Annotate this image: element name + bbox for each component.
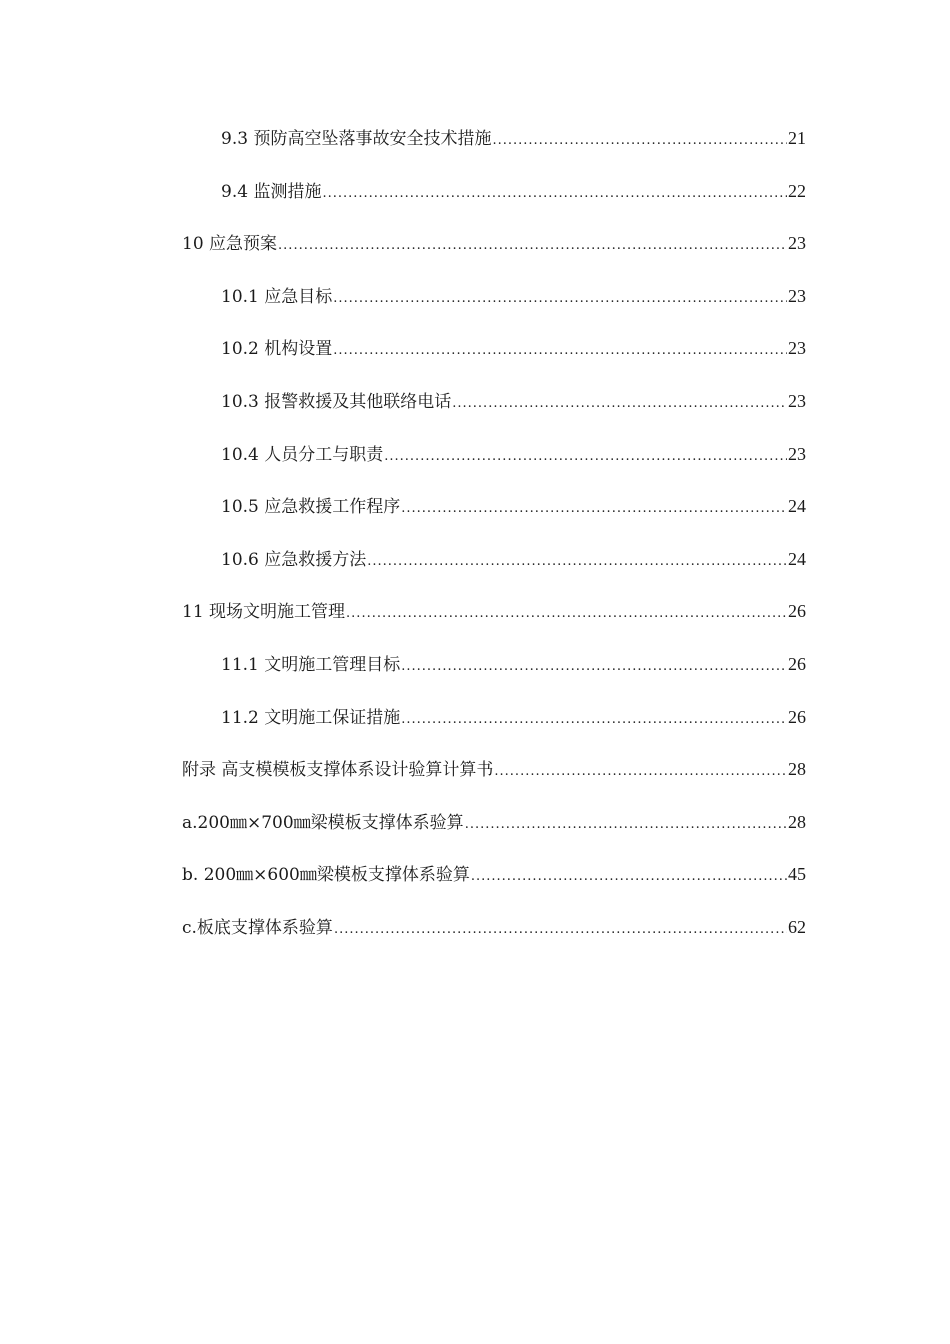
toc-dot-leader (346, 600, 787, 628)
toc-entry-page: 28 (788, 759, 806, 780)
toc-entry-title: 附录 高支模模板支撑体系设计验算计算书 (182, 760, 494, 781)
toc-entry-10-3[interactable] (182, 387, 806, 440)
toc-dot-leader (401, 706, 787, 734)
toc-dot-leader (333, 285, 787, 313)
table-of-contents (182, 124, 806, 966)
toc-entry-title: 9.3 预防高空坠落事故安全技术措施 (221, 129, 492, 149)
toc-dot-leader (367, 548, 787, 576)
toc-entry-10[interactable] (182, 229, 806, 282)
toc-entry-title: b. 200㎜×600㎜梁模板支撑体系验算 (182, 865, 470, 886)
toc-dot-leader (278, 232, 787, 260)
toc-entry-page: 24 (788, 548, 806, 569)
toc-entry-11-2[interactable] (182, 703, 806, 756)
toc-entry-10-4[interactable] (182, 440, 806, 493)
toc-entry-11[interactable] (182, 597, 806, 650)
toc-dot-leader (492, 127, 787, 155)
toc-dot-leader (333, 337, 787, 365)
toc-entry-appendix-b[interactable] (182, 860, 806, 913)
toc-dot-leader (465, 811, 787, 839)
toc-entry-page: 23 (788, 338, 806, 359)
toc-entry-title: c.板底支撑体系验算 (182, 917, 333, 938)
toc-entry-9-3[interactable] (182, 124, 806, 177)
toc-entry-title: 11.2 文明施工保证措施 (221, 707, 401, 728)
toc-entry-title: 11.1 文明施工管理目标 (221, 654, 401, 675)
toc-entry-title: 9.4 监测措施 (221, 181, 322, 202)
toc-entry-page: 26 (788, 653, 806, 674)
toc-entry-title: 11 现场文明施工管理 (182, 602, 346, 623)
toc-entry-appendix-c[interactable] (182, 913, 806, 966)
toc-entry-page: 23 (788, 390, 806, 411)
toc-dot-leader (401, 495, 787, 523)
toc-entry-10-6[interactable] (182, 545, 806, 598)
toc-dot-leader (334, 916, 787, 944)
toc-entry-title: a.200㎜×700㎜梁模板支撑体系验算 (182, 812, 464, 833)
toc-entry-page: 45 (788, 864, 806, 885)
toc-dot-leader (494, 758, 787, 786)
toc-entry-page: 26 (788, 601, 806, 622)
toc-entry-page: 21 (788, 128, 806, 148)
toc-entry-page: 26 (788, 706, 806, 727)
toc-dot-leader (471, 863, 787, 891)
toc-entry-11-1[interactable] (182, 650, 806, 703)
toc-entry-10-1[interactable] (182, 282, 806, 335)
toc-entry-title: 10.6 应急救援方法 (221, 549, 367, 570)
toc-entry-page: 23 (788, 285, 806, 306)
toc-dot-leader (322, 180, 787, 208)
toc-entry-page: 23 (788, 443, 806, 464)
toc-entry-page: 24 (788, 496, 806, 517)
toc-entry-appendix-a[interactable] (182, 808, 806, 861)
toc-entry-title: 10.5 应急救援工作程序 (221, 497, 401, 518)
toc-entry-page: 23 (788, 233, 806, 254)
toc-entry-appendix[interactable] (182, 755, 806, 808)
toc-entry-title: 10.4 人员分工与职责 (221, 444, 384, 465)
toc-entry-10-5[interactable] (182, 492, 806, 545)
toc-dot-leader (384, 443, 787, 471)
toc-dot-leader (401, 653, 787, 681)
toc-entry-page: 62 (788, 916, 806, 937)
toc-entry-title: 10.2 机构设置 (221, 339, 333, 360)
toc-dot-leader (452, 390, 787, 418)
toc-entry-9-4[interactable] (182, 177, 806, 230)
toc-entry-title: 10 应急预案 (182, 234, 278, 255)
toc-entry-10-2[interactable] (182, 334, 806, 387)
toc-entry-page: 22 (788, 180, 806, 201)
toc-entry-page: 28 (788, 811, 806, 832)
toc-entry-title: 10.1 应急目标 (221, 286, 333, 307)
toc-entry-title: 10.3 报警救援及其他联络电话 (221, 391, 452, 412)
